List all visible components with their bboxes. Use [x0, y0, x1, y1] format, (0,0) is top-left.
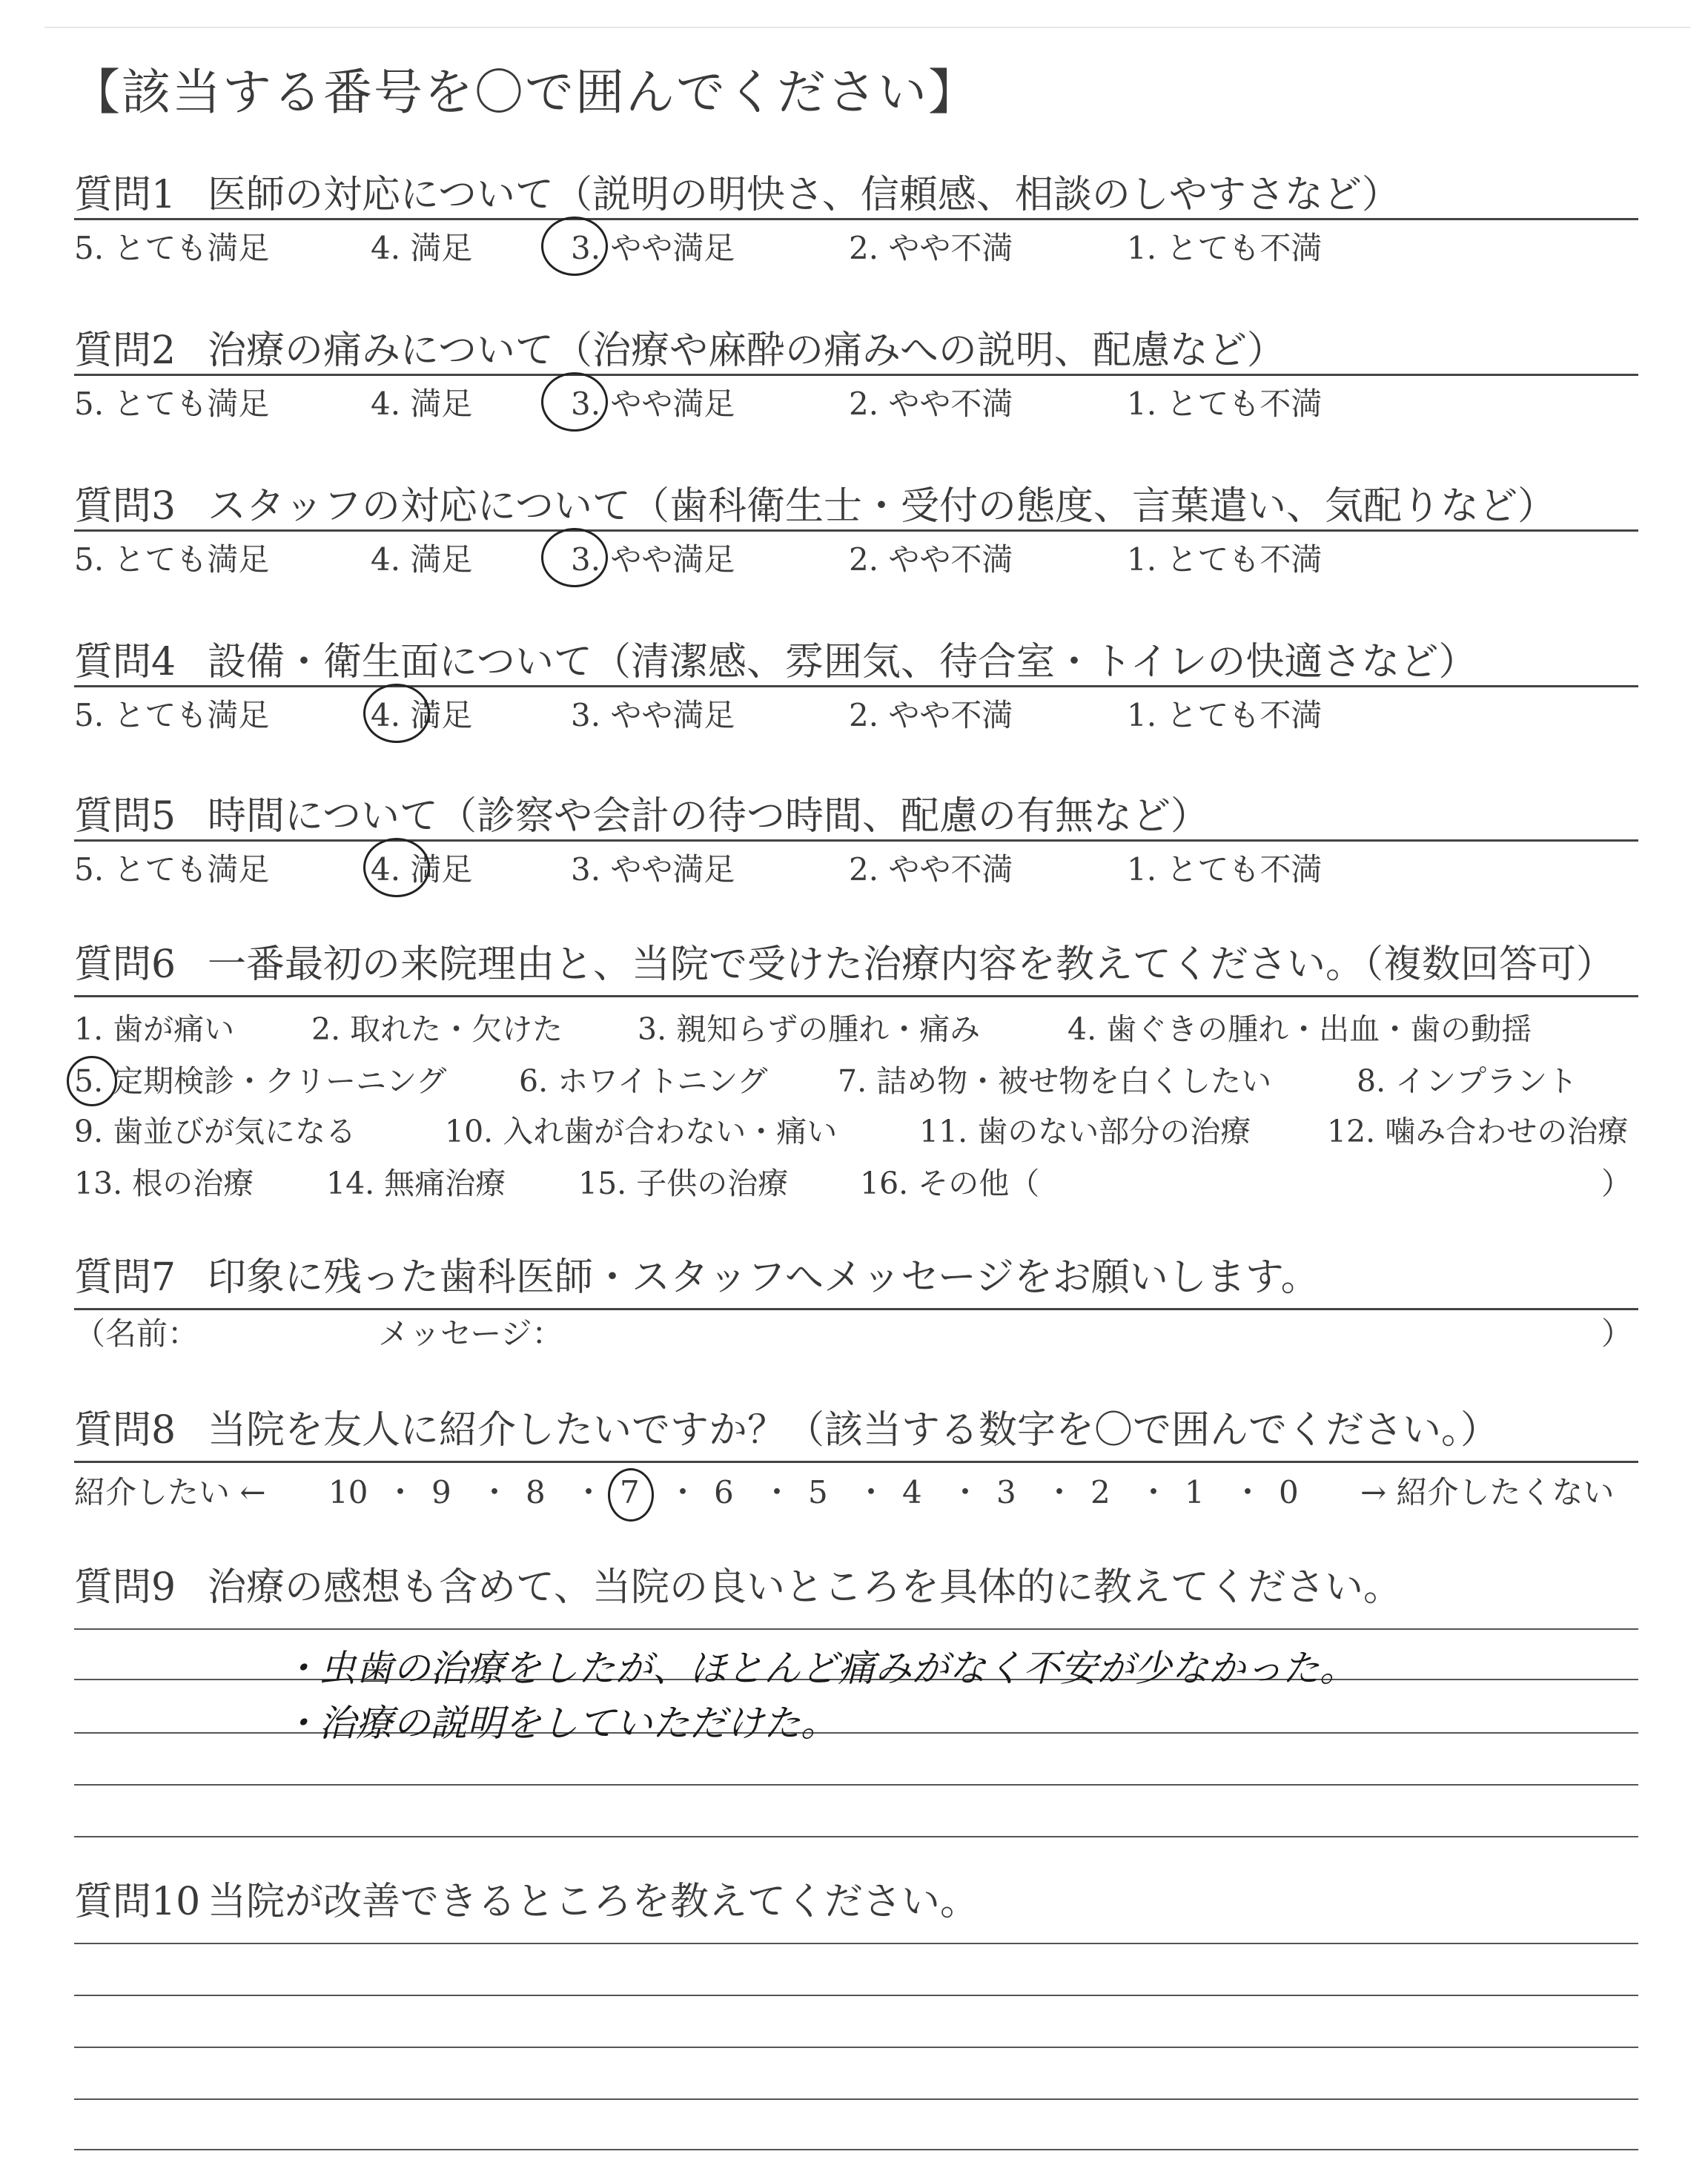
question-9-number: 質問9: [74, 1565, 176, 1610]
rating-option: 1. とても不満: [1127, 851, 1323, 888]
rating-option: 3. やや満足: [571, 230, 735, 266]
q9-writing-line: [74, 1628, 1638, 1630]
question-5-number: 質問5: [74, 794, 176, 839]
question-7-underline: [74, 1308, 1638, 1310]
q9-handwritten-answer-2: ・治療の説明をしていただけた。: [282, 1702, 838, 1745]
rating-option: 1. とても不満: [1127, 541, 1323, 578]
q8-scale-value: 4: [902, 1474, 922, 1510]
rating-option: 2. やや不満: [849, 541, 1013, 578]
question-7-text: 印象に残った歯科医師・スタッフへメッセージをお願いします。: [208, 1255, 1320, 1300]
q8-scale-dot: ・: [761, 1474, 793, 1510]
q10-writing-line: [74, 1995, 1638, 1996]
question-9-text: 治療の感想も含めて、当院の良いところを具体的に教えてください。: [208, 1565, 1402, 1610]
rating-option: 3. やや満足: [571, 851, 735, 888]
q8-scale-value: 8: [526, 1474, 546, 1510]
q6-option: 8. インプラント: [1357, 1063, 1578, 1099]
q6-option: 13. 根の治療: [74, 1166, 254, 1201]
question-4-title: [74, 641, 1477, 685]
q8-scale-value: 7: [620, 1474, 640, 1510]
question-6-number: 質問6: [74, 942, 176, 987]
q8-right-label: → 紹介したくない: [1360, 1474, 1615, 1510]
question-9-title: [74, 1566, 1402, 1611]
question-10-title: [74, 1880, 979, 1925]
question-1-title: [74, 174, 1400, 218]
q6-option: 4. 歯ぐきの腫れ・出血・歯の動揺: [1068, 1011, 1532, 1047]
question-7-title: [74, 1256, 1320, 1301]
question-2-number: 質問2: [74, 328, 176, 373]
q8-scale-dot: ・: [573, 1474, 605, 1510]
q6-option: 14. 無痛治療: [326, 1166, 506, 1201]
rating-option: 5. とても満足: [74, 386, 270, 422]
question-8-number: 質問8: [74, 1408, 176, 1453]
rating-option: 5. とても満足: [74, 851, 270, 888]
rating-option: 1. とても不満: [1127, 386, 1323, 422]
q6-option: 16. その他（: [860, 1166, 1040, 1201]
q8-scale-value: 9: [431, 1474, 451, 1510]
q7-name-label: （名前：: [74, 1315, 199, 1352]
rating-option: 5. とても満足: [74, 230, 270, 266]
q9-handwritten-answer-1: ・虫歯の治療をしたが、ほとんど痛みがなく不安が少なかった。: [282, 1647, 1357, 1690]
page-header: 【該当する番号を〇で囲んでください】: [71, 64, 979, 121]
q8-scale-value: 0: [1279, 1474, 1299, 1510]
scan-top-edge: [44, 27, 1690, 28]
question-1-underline: [74, 218, 1638, 220]
q6-option: 3. 親知らずの腫れ・痛み: [638, 1011, 981, 1047]
q8-scale-value: 6: [714, 1474, 734, 1510]
q6-option: 7. 詰め物・被せ物を白くしたい: [838, 1063, 1272, 1099]
q8-scale-dot: ・: [385, 1474, 417, 1510]
q8-scale-dot: ・: [855, 1474, 887, 1510]
question-3-number: 質問3: [74, 484, 176, 529]
q7-message-label: メッセージ：: [378, 1315, 563, 1352]
rating-option: 4. 満足: [371, 541, 473, 578]
question-3-underline: [74, 529, 1638, 532]
question-7-number: 質問7: [74, 1255, 176, 1300]
rating-option: 2. やや不満: [849, 697, 1013, 733]
q8-scale-dot: ・: [1138, 1474, 1170, 1510]
q8-scale-value: 2: [1090, 1474, 1110, 1510]
rating-option: 4. 満足: [371, 230, 473, 266]
rating-option: 2. やや不満: [849, 386, 1013, 422]
q2-selection-circle: [541, 372, 608, 432]
q8-scale-value: 10: [328, 1474, 368, 1510]
question-2-text: 治療の痛みについて（治療や麻酔の痛みへの説明、配慮など）: [208, 328, 1285, 373]
question-8-underline: [74, 1461, 1638, 1463]
rating-option: 4. 満足: [371, 386, 473, 422]
q6-option: 5. 定期検診・クリーニング: [74, 1063, 447, 1099]
question-5-text: 時間について（診察や会計の待つ時間、配慮の有無など）: [208, 794, 1209, 839]
q6-option: 9. 歯並びが気になる: [74, 1114, 357, 1149]
q4-selection-circle: [363, 684, 430, 743]
q8-scale-dot: ・: [1232, 1474, 1264, 1510]
question-5-title: [74, 795, 1209, 839]
rating-option: 5. とても満足: [74, 541, 270, 578]
rating-option: 4. 満足: [371, 697, 473, 733]
question-3-title: [74, 485, 1556, 529]
q6-option: 15. 子供の治療: [578, 1166, 789, 1201]
question-5-underline: [74, 839, 1638, 842]
question-6-text: 一番最初の来院理由と、当院で受けた治療内容を教えてください。（複数回答可）: [208, 942, 1615, 987]
question-1-text: 医師の対応について（説明の明快さ、信頼感、相談のしやすさなど）: [208, 173, 1400, 217]
q9-writing-line: [74, 1836, 1638, 1837]
q6-option: 12. 噛み合わせの治療: [1327, 1114, 1629, 1149]
q8-scale-value: 1: [1185, 1474, 1205, 1510]
rating-option: 2. やや不満: [849, 851, 1013, 888]
q6-close-paren: ）: [1601, 1166, 1632, 1201]
question-4-number: 質問4: [74, 640, 176, 684]
question-3-text: スタッフの対応について（歯科衛生士・受付の態度、言葉遣い、気配りなど）: [208, 484, 1556, 529]
question-8-title: [74, 1409, 1499, 1453]
rating-option: 2. やや不満: [849, 230, 1013, 266]
q6-option: 10. 入れ歯が合わない・痛い: [445, 1114, 838, 1149]
question-1-number: 質問1: [74, 173, 176, 217]
question-2-title: [74, 329, 1285, 374]
q6-selection-circle: [67, 1056, 117, 1106]
q5-selection-circle: [363, 838, 430, 897]
q10-writing-line: [74, 2098, 1638, 2100]
rating-option: 3. やや満足: [571, 697, 735, 733]
rating-option: 3. やや満足: [571, 541, 735, 578]
q9-writing-line: [74, 1784, 1638, 1786]
q10-writing-line: [74, 2149, 1638, 2150]
q1-selection-circle: [541, 217, 608, 276]
question-8-text: 当院を友人に紹介したいですか？（該当する数字を〇で囲んでください。）: [208, 1408, 1500, 1453]
q10-writing-line: [74, 2047, 1638, 2048]
question-6-title: [74, 943, 1615, 988]
q8-scale-dot: ・: [950, 1474, 982, 1510]
q6-option: 1. 歯が痛い: [74, 1011, 235, 1047]
q8-scale-dot: ・: [479, 1474, 511, 1510]
question-4-underline: [74, 685, 1638, 687]
q6-option: 6. ホワイトニング: [519, 1063, 768, 1099]
rating-option: 3. やや満足: [571, 386, 735, 422]
q7-close-paren: ）: [1601, 1315, 1633, 1352]
q8-selection-circle: [608, 1468, 654, 1522]
rating-option: 1. とても不満: [1127, 230, 1323, 266]
question-2-underline: [74, 374, 1638, 376]
q8-scale-dot: ・: [1044, 1474, 1076, 1510]
rating-option: 5. とても満足: [74, 697, 270, 733]
rating-option: 1. とても不満: [1127, 697, 1323, 733]
q8-scale-value: 5: [808, 1474, 828, 1510]
q8-left-label: 紹介したい ←: [74, 1474, 266, 1510]
q6-option: 2. 取れた・欠けた: [311, 1011, 563, 1047]
q6-option: 11. 歯のない部分の治療: [919, 1114, 1251, 1149]
q3-selection-circle: [541, 528, 608, 587]
question-6-underline: [74, 995, 1638, 997]
question-10-text: 当院が改善できるところを教えてください。: [208, 1880, 979, 1924]
q10-writing-line: [74, 1943, 1638, 1944]
q8-scale-value: 3: [996, 1474, 1016, 1510]
rating-option: 4. 満足: [371, 851, 473, 888]
question-4-text: 設備・衛生面について（清潔感、雰囲気、待合室・トイレの快適さなど）: [208, 640, 1477, 684]
question-10-number: 質問10: [74, 1880, 201, 1924]
q8-scale-dot: ・: [667, 1474, 699, 1510]
